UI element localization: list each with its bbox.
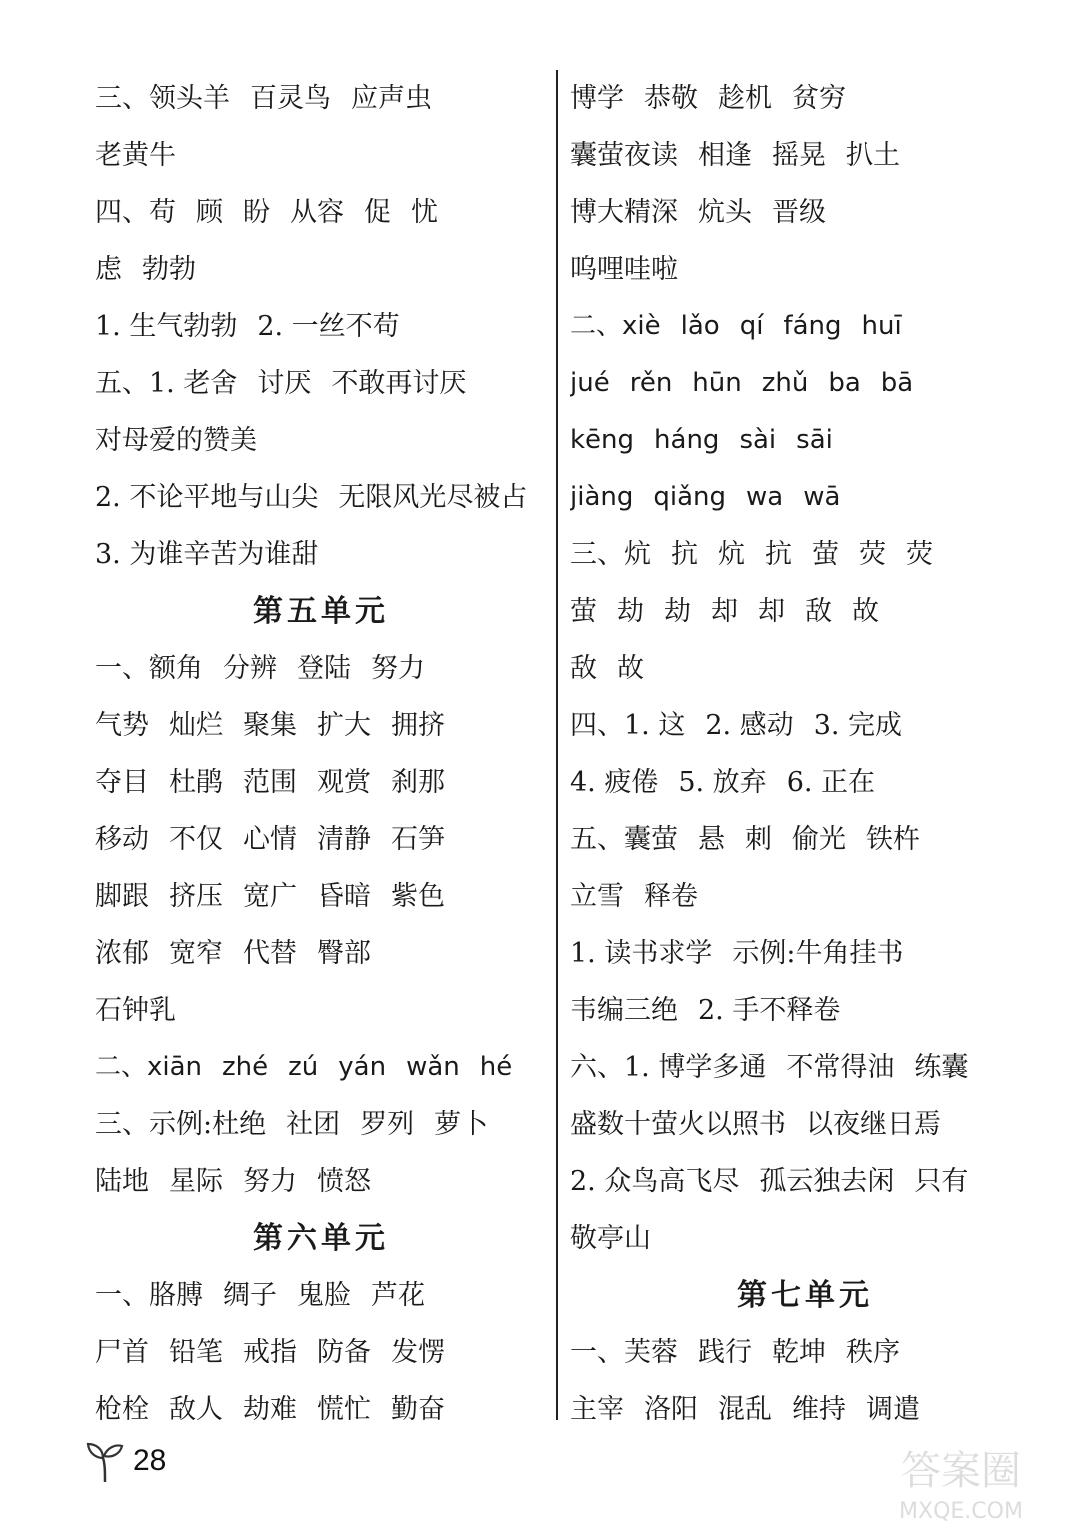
section-heading-text: 第六单元 (253, 1221, 389, 1256)
answer-item: 二、xiān (95, 1052, 203, 1082)
answer-item: 孤云独去闲 (759, 1166, 895, 1197)
pinyin-answer-line (570, 355, 1040, 412)
answer-item: 铁杵 (866, 824, 920, 855)
answer-item: hé (479, 1052, 513, 1082)
answer-item: 清静 (317, 824, 371, 855)
answer-item: 发愣 (391, 1337, 445, 1368)
answer-item: 却 (711, 596, 738, 627)
answer-item: sāi (796, 425, 833, 455)
answer-item: 练囊 (914, 1052, 969, 1083)
answer-line (570, 70, 1040, 127)
answer-item: 2. 众鸟高飞尽 (570, 1166, 740, 1197)
answer-item: 萤 (812, 539, 839, 570)
answer-line (570, 925, 1040, 982)
answer-item: 代替 (243, 938, 297, 969)
answer-item: 陆地 (95, 1166, 149, 1197)
page-footer (85, 1436, 166, 1486)
answer-item: 防备 (317, 1337, 371, 1368)
answer-item: 悬 (698, 824, 725, 855)
answer-item: yán (338, 1052, 387, 1082)
answer-item: 昏暗 (317, 881, 371, 912)
answer-item: 顾 (196, 197, 223, 228)
answer-item: 2. 手不释卷 (698, 995, 841, 1026)
answer-item: 维持 (792, 1394, 846, 1425)
section-heading-text: 第七单元 (737, 1278, 873, 1313)
pinyin-answer-line (570, 298, 1040, 355)
answer-item: 一、额角 (95, 653, 203, 684)
sprout-icon (85, 1438, 125, 1484)
answer-item: 3. 为谁辛苦为谁甜 (95, 539, 319, 570)
answer-item: 恭敬 (644, 83, 698, 114)
answer-item: ba (828, 368, 861, 398)
left-column (95, 70, 547, 1438)
answer-item: 敬亭山 (570, 1223, 651, 1254)
answer-item: 石笋 (391, 824, 445, 855)
answer-item: 萝卜 (434, 1109, 489, 1140)
answer-line (95, 1096, 547, 1153)
answer-item: 乾坤 (772, 1337, 826, 1368)
answer-item: 勤奋 (391, 1394, 445, 1425)
answer-line (95, 982, 547, 1039)
answer-line (95, 526, 547, 583)
answer-item: 对母爱的赞美 (95, 425, 257, 456)
answer-item: 杜鹃 (169, 767, 223, 798)
answer-item: 2. 不论平地与山尖 (95, 482, 319, 513)
answer-item: 愤怒 (317, 1166, 371, 1197)
answer-item: 聚集 (243, 710, 297, 741)
answer-item: 枪栓 (95, 1394, 149, 1425)
answer-item: 敌 (570, 653, 597, 684)
answer-item: wā (803, 482, 841, 512)
answer-item: 石钟乳 (95, 995, 176, 1026)
page-number: 28 (133, 1444, 167, 1477)
answer-item: wǎn (406, 1052, 460, 1082)
answer-item: 抗 (671, 539, 698, 570)
answer-item: 无限风光尽被占 (338, 482, 528, 513)
answer-item: 2. 感动 (705, 710, 794, 741)
answer-item: 芦花 (371, 1280, 425, 1311)
answer-line (95, 412, 547, 469)
answer-item: 故 (852, 596, 879, 627)
answer-line (570, 982, 1040, 1039)
section-heading (570, 1267, 1040, 1324)
answer-item: 促 (364, 197, 391, 228)
answer-line (95, 640, 547, 697)
answer-item: 扩大 (317, 710, 371, 741)
answer-item: 博大精深 (570, 197, 678, 228)
answer-line (570, 811, 1040, 868)
right-column (570, 70, 1040, 1438)
answer-line (95, 298, 547, 355)
answer-item: 观赏 (317, 767, 371, 798)
answer-line (95, 925, 547, 982)
pinyin-answer-line (570, 469, 1040, 526)
answer-item: 故 (617, 653, 644, 684)
answer-item: 只有 (914, 1166, 969, 1197)
answer-item: 偷光 (792, 824, 846, 855)
answer-item: 韦编三绝 (570, 995, 678, 1026)
answer-item: zhé (222, 1052, 269, 1082)
answer-line (570, 1153, 1040, 1210)
answer-item: 虑 (95, 254, 122, 285)
answer-item: 6. 正在 (786, 767, 876, 798)
answer-line (570, 241, 1040, 298)
answer-item: 浓郁 (95, 938, 149, 969)
answer-item: 范围 (243, 767, 297, 798)
answer-item: wa (746, 482, 784, 512)
answer-item: lǎo (680, 311, 720, 341)
answer-item: 洛阳 (644, 1394, 698, 1425)
answer-item: 夺目 (95, 767, 149, 798)
answer-item: 却 (758, 596, 785, 627)
answer-item: 罗列 (360, 1109, 415, 1140)
answer-item: 4. 疲倦 (570, 767, 659, 798)
answer-line (570, 526, 1040, 583)
answer-item: jué (570, 368, 610, 398)
answer-line (570, 1210, 1040, 1267)
answer-item: 1. 生气勃勃 (95, 311, 238, 342)
answer-item: sài (739, 425, 777, 455)
answer-item: huī (861, 311, 902, 341)
answer-item: 荧 (906, 539, 933, 570)
answer-item: 荧 (859, 539, 886, 570)
answer-item: 3. 完成 (813, 710, 903, 741)
answer-item: 劫 (664, 596, 691, 627)
answer-line (95, 355, 547, 412)
answer-item: 1. 读书求学 (570, 938, 713, 969)
answer-item: 囊萤夜读 (570, 140, 678, 171)
answer-item: 博学 (570, 83, 624, 114)
svg-text:答案圈: 答案圈 (901, 1448, 1021, 1494)
answer-line (570, 697, 1040, 754)
answer-item: 努力 (371, 653, 425, 684)
answer-item: 老黄牛 (95, 140, 176, 171)
answer-item: 刹那 (391, 767, 445, 798)
answer-item: 三、示例:杜绝 (95, 1109, 267, 1140)
answer-line (95, 868, 547, 925)
answer-item: 四、苟 (95, 197, 176, 228)
answer-item: jiàng (570, 482, 634, 512)
answer-item: 混乱 (718, 1394, 772, 1425)
answer-line (95, 754, 547, 811)
pinyin-answer-line (95, 1039, 547, 1096)
answer-item: 四、1. 这 (570, 710, 686, 741)
answer-line (95, 1381, 547, 1438)
answer-line (570, 1096, 1040, 1153)
answer-item: 以夜继日焉 (806, 1109, 941, 1140)
answer-line (570, 1039, 1040, 1096)
watermark-logo (871, 1436, 1051, 1526)
answer-item: 示例:牛角挂书 (732, 938, 904, 969)
answer-item: 扒土 (846, 140, 900, 171)
column-divider (556, 70, 558, 1420)
answer-line (95, 127, 547, 184)
answer-item: 宽广 (243, 881, 297, 912)
answer-item: 5. 放弃 (678, 767, 767, 798)
answer-item: qí (739, 311, 764, 341)
answer-item: 趁机 (718, 83, 772, 114)
answer-line (95, 469, 547, 526)
answer-item: 努力 (243, 1166, 297, 1197)
answer-item: hūn (692, 368, 742, 398)
answer-line (95, 184, 547, 241)
answer-item: 盼 (243, 197, 270, 228)
answer-item: zhǔ (761, 368, 809, 398)
answer-item: 移动 (95, 824, 149, 855)
answer-item: 宽窄 (169, 938, 223, 969)
answer-item: 呜哩哇啦 (570, 254, 678, 285)
section-heading (95, 1210, 547, 1267)
answer-item: 尸首 (95, 1337, 149, 1368)
answer-item: 五、囊萤 (570, 824, 678, 855)
answer-item: 二、xiè (570, 311, 661, 341)
answer-item: 萤 (570, 596, 597, 627)
answer-item: 劫 (617, 596, 644, 627)
svg-text:MXQE.COM: MXQE.COM (899, 1499, 1023, 1524)
answer-item: 鬼脸 (297, 1280, 351, 1311)
answer-item: 三、炕 (570, 539, 651, 570)
answer-item: 劫难 (243, 1394, 297, 1425)
answer-item: 戒指 (243, 1337, 297, 1368)
answer-line (95, 811, 547, 868)
answer-item: zú (288, 1052, 319, 1082)
answer-item: 铅笔 (169, 1337, 223, 1368)
answer-line (95, 1324, 547, 1381)
answer-item: 臀部 (317, 938, 371, 969)
answer-item: 主宰 (570, 1394, 624, 1425)
section-heading-text: 第五单元 (253, 594, 389, 629)
answer-item: 紫色 (391, 881, 445, 912)
answer-item: kēng (570, 425, 635, 455)
answer-item: 拥挤 (391, 710, 445, 741)
answer-item: 抗 (765, 539, 792, 570)
answer-item: 五、1. 老舍 (95, 368, 238, 399)
answer-item: 践行 (698, 1337, 752, 1368)
answer-item: 应声虫 (351, 83, 432, 114)
answer-item: 贫穷 (792, 83, 846, 114)
answer-item: 慌忙 (317, 1394, 371, 1425)
answer-item: 调遣 (866, 1394, 920, 1425)
answer-item: 敌 (805, 596, 832, 627)
answer-item: 心情 (243, 824, 297, 855)
answer-item: 讨厌 (257, 368, 312, 399)
answer-item: 脚跟 (95, 881, 149, 912)
answer-line (570, 127, 1040, 184)
answer-item: háng (654, 425, 720, 455)
answer-line (570, 1381, 1040, 1438)
answer-item: 秩序 (846, 1337, 900, 1368)
answer-item: 2. 一丝不苟 (257, 311, 400, 342)
answer-item: 三、领头羊 (95, 83, 230, 114)
answer-item: 摇晃 (772, 140, 826, 171)
answer-line (95, 1267, 547, 1324)
answer-item: 刺 (745, 824, 772, 855)
answer-line (570, 583, 1040, 640)
answer-line (95, 70, 547, 127)
answer-item: rěn (629, 368, 673, 398)
answer-item: 一、胳膊 (95, 1280, 203, 1311)
answer-item: 社团 (286, 1109, 341, 1140)
answer-item: 晋级 (772, 197, 826, 228)
answer-item: 绸子 (223, 1280, 277, 1311)
pinyin-answer-line (570, 412, 1040, 469)
answer-line (95, 1153, 547, 1210)
answer-item: 释卷 (644, 881, 698, 912)
answer-item: 敌人 (169, 1394, 223, 1425)
answer-item: 盛数十萤火以照书 (570, 1109, 786, 1140)
answer-item: 炕 (718, 539, 745, 570)
answer-line (570, 640, 1040, 697)
answer-item: 立雪 (570, 881, 624, 912)
answer-item: 炕头 (698, 197, 752, 228)
answer-item: 不仅 (169, 824, 223, 855)
answer-item: 不常得油 (786, 1052, 895, 1083)
answer-line (95, 241, 547, 298)
answer-line (570, 754, 1040, 811)
answer-line (570, 868, 1040, 925)
section-heading (95, 583, 547, 640)
answer-item: 气势 (95, 710, 149, 741)
answer-item: 分辨 (223, 653, 277, 684)
answer-item: 星际 (169, 1166, 223, 1197)
answer-item: 登陆 (297, 653, 351, 684)
answer-item: 相逢 (698, 140, 752, 171)
answer-item: 勃勃 (142, 254, 196, 285)
answer-item: 一、芙蓉 (570, 1337, 678, 1368)
answer-item: 百灵鸟 (250, 83, 331, 114)
answer-item: qiǎng (653, 482, 727, 512)
answer-item: 从容 (290, 197, 344, 228)
answer-item: 灿烂 (169, 710, 223, 741)
answer-item: bā (880, 368, 914, 398)
answer-line (95, 697, 547, 754)
answer-item: 挤压 (169, 881, 223, 912)
answer-item: 六、1. 博学多通 (570, 1052, 767, 1083)
answer-item: fáng (783, 311, 842, 341)
answer-item: 不敢再讨厌 (331, 368, 467, 399)
answer-line (570, 1324, 1040, 1381)
answer-line (570, 184, 1040, 241)
answer-item: 忧 (411, 197, 438, 228)
